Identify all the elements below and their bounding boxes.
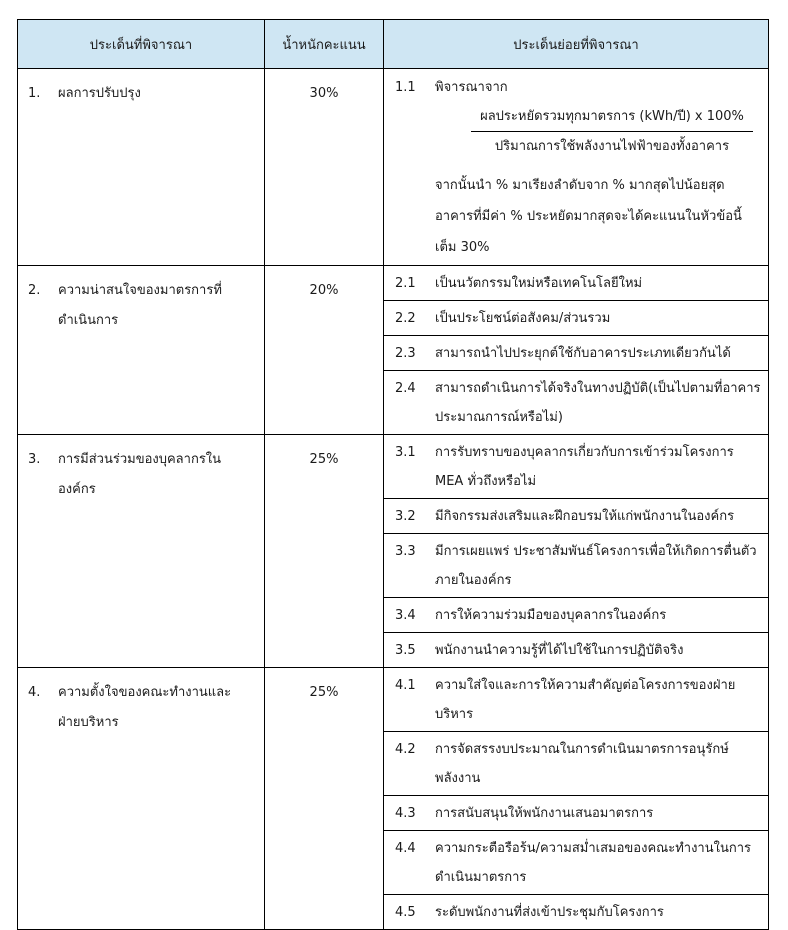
sub-text: พนักงานนำความรู้ที่ได้ไปใช้ในการปฏิบัติจริง <box>435 643 684 658</box>
sub-text: พิจารณาจาก <box>435 80 508 95</box>
sub-number: 4.1 <box>395 678 416 693</box>
sub-criteria-cell <box>384 435 769 668</box>
sub-text: ระดับพนักงานที่ส่งเข้าประชุมกับโครงการ <box>435 905 664 920</box>
sub-text: เป็นนวัตกรรมใหม่หรือเทคโนโลยีใหม่ <box>435 276 643 291</box>
sub-item <box>384 831 769 895</box>
criterion-row-3 <box>18 435 769 668</box>
sub-criteria-cell <box>384 266 769 435</box>
sub-number: 2.1 <box>395 276 416 291</box>
criteria-table <box>17 19 769 930</box>
criterion-cell <box>18 266 265 435</box>
sub-item <box>384 336 769 371</box>
sub-criteria-cell <box>384 668 769 930</box>
sub-item <box>384 534 769 598</box>
sub-text: สามารถนำไปประยุกต์ใช้กับอาคารประเภทเดียวกันได้ <box>435 346 731 361</box>
criterion-text: ความตั้งใจของคณะทำงานและฝ่ายบริหาร <box>58 685 232 730</box>
criterion-cell <box>18 668 265 930</box>
criterion-cell <box>18 69 265 266</box>
criterion-number: 3. <box>28 452 41 467</box>
sub-item <box>384 499 769 534</box>
sub-criteria-cell <box>384 69 769 266</box>
sub-item <box>384 371 769 434</box>
sub-number: 2.4 <box>395 381 416 396</box>
sub-item <box>384 69 769 265</box>
header-criterion: ประเด็นที่พิจารณา <box>18 20 265 69</box>
sub-number: 2.2 <box>395 311 416 326</box>
sub-text: ความกระตือรือร้น/ความสม่ำเสมอของคณะทำงานในการดำเนินมาตรการ <box>435 841 751 885</box>
header-weight: น้ำหนักคะแนน <box>265 20 384 69</box>
criterion-text: ผลการปรับปรุง <box>58 86 141 101</box>
formula <box>471 104 753 162</box>
weight-cell: 20% <box>265 266 384 435</box>
header-row <box>18 20 769 69</box>
weight-cell: 25% <box>265 668 384 930</box>
sub-number: 1.1 <box>395 80 416 95</box>
sub-item <box>384 796 769 831</box>
sub-number: 4.2 <box>395 742 416 757</box>
sub-item <box>384 732 769 796</box>
formula-denominator: ปริมาณการใช้พลังงานไฟฟ้าของทั้งอาคาร <box>494 139 730 154</box>
sub-text: เป็นประโยชน์ต่อสังคม/ส่วนรวม <box>435 311 611 326</box>
sub-number: 2.3 <box>395 346 416 361</box>
criterion-text: ความน่าสนใจของมาตรการที่ดำเนินการ <box>58 283 222 328</box>
sub-text: มีการเผยแพร่ ประชาสัมพันธ์โครงการเพื่อให้เกิดการตื่นตัวภายในองค์กร <box>435 544 757 588</box>
sub-number: 3.3 <box>395 544 416 559</box>
sub-number: 3.4 <box>395 608 416 623</box>
sub-text: การรับทราบของบุคลากรเกี่ยวกับการเข้าร่วมโครงการ MEA ทั่วถึงหรือไม่ <box>435 445 734 489</box>
sub-note: จากนั้นนำ % มาเรียงลำดับจาก % มากสุดไปน้อยสุด อาคารที่มีค่า % ประหยัดมากสุดจะได้คะแนนในหัวข้อนี้เต็ม 30% <box>435 178 742 255</box>
weight-cell: 25% <box>265 435 384 668</box>
sub-number: 3.2 <box>395 509 416 524</box>
sub-item <box>384 633 769 667</box>
criterion-row-4 <box>18 668 769 930</box>
sub-item <box>384 435 769 499</box>
sub-text: การสนับสนุนให้พนักงานเสนอมาตรการ <box>435 806 654 821</box>
criterion-cell <box>18 435 265 668</box>
sub-number: 3.1 <box>395 445 416 460</box>
sub-item <box>384 266 769 301</box>
sub-text: การจัดสรรงบประมาณในการดำเนินมาตรการอนุรักษ์พลังงาน <box>435 742 729 786</box>
criterion-text: การมีส่วนร่วมของบุคลากรในองค์กร <box>58 452 222 497</box>
criterion-number: 2. <box>28 283 41 298</box>
sub-number: 4.5 <box>395 905 416 920</box>
formula-numerator: ผลประหยัดรวมทุกมาตรการ (kWh/ปี) x 100% <box>471 104 753 132</box>
sub-text: สามารถดำเนินการได้จริงในทางปฏิบัติ(เป็นไปตามที่อาคารประมาณการณ์หรือไม่) <box>435 381 761 425</box>
sub-item <box>384 301 769 336</box>
criterion-number: 1. <box>28 86 41 101</box>
sub-number: 3.5 <box>395 643 416 658</box>
sub-text: มีกิจกรรมส่งเสริมและฝึกอบรมให้แก่พนักงานในองค์กร <box>435 509 735 524</box>
sub-item <box>384 598 769 633</box>
sub-text: ความใส่ใจและการให้ความสำคัญต่อโครงการของฝ่ายบริหาร <box>435 678 736 722</box>
weight-cell: 30% <box>265 69 384 266</box>
sub-text: การให้ความร่วมมือของบุคลากรในองค์กร <box>435 608 667 623</box>
header-sub-criteria: ประเด็นย่อยที่พิจารณา <box>384 20 769 69</box>
sub-number: 4.3 <box>395 806 416 821</box>
sub-number: 4.4 <box>395 841 416 856</box>
criterion-row-2 <box>18 266 769 435</box>
criterion-number: 4. <box>28 685 41 700</box>
sub-item <box>384 895 769 929</box>
criterion-row-1 <box>18 69 769 266</box>
sub-item <box>384 668 769 732</box>
